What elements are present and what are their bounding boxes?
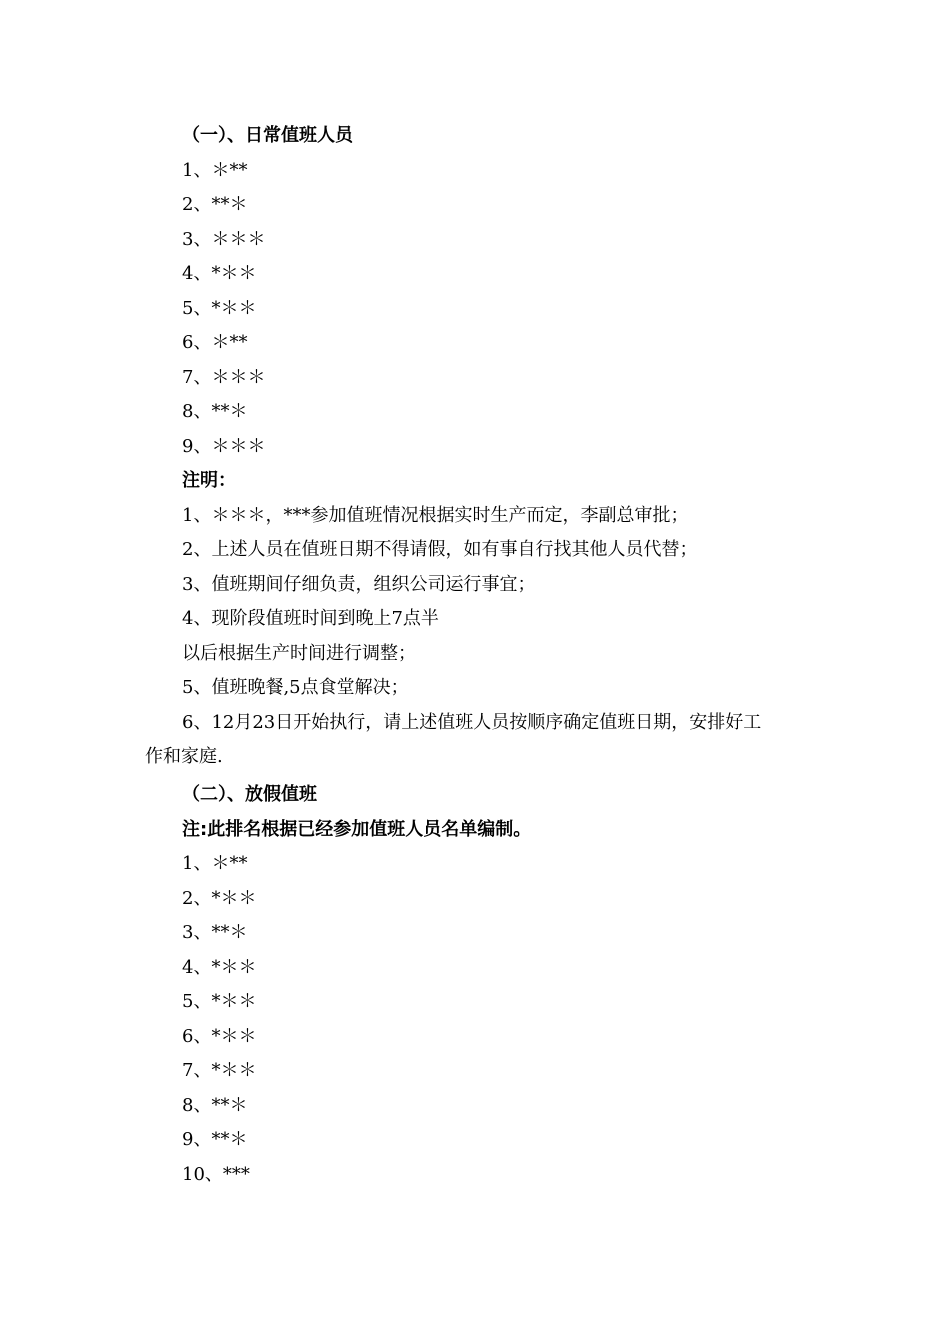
section2-item: 7、*＊＊ <box>182 1060 257 1081</box>
section1-item: 4、*＊＊ <box>182 263 257 284</box>
section2-item: 9、**＊ <box>182 1129 248 1150</box>
section2-item: 2、*＊＊ <box>182 888 257 909</box>
section2-item: 8、**＊ <box>182 1095 248 1116</box>
note-item-continuation: 作和家庭. <box>145 746 223 767</box>
note-item: 1、＊＊＊，***参加值班情况根据实时生产而定，李副总审批； <box>182 505 689 526</box>
section2-item: 3、**＊ <box>182 922 248 943</box>
section1-item: 2、**＊ <box>182 194 248 215</box>
section1-item: 3、＊＊＊ <box>182 229 266 250</box>
note-item: 2、上述人员在值班日期不得请假，如有事自行找其他人员代替； <box>182 539 698 560</box>
section2-note: 注:此排名根据已经参加值班人员名单编制。 <box>182 819 532 840</box>
section1-item: 5、*＊＊ <box>182 298 257 319</box>
note-item: 以后根据生产时间进行调整； <box>182 643 416 664</box>
notes-heading: 注明： <box>182 470 236 491</box>
note-item: 3、值班期间仔细负责，组织公司运行事宜； <box>182 574 536 595</box>
section1-heading: （一）、日常值班人员 <box>182 125 353 146</box>
note-item: 6、12月23日开始执行，请上述值班人员按顺序确定值班日期，安排好工 <box>182 712 762 733</box>
section1-item: 6、＊** <box>182 332 248 353</box>
section1-item: 8、**＊ <box>182 401 248 422</box>
section2-item: 1、＊** <box>182 853 248 874</box>
section2-item: 6、*＊＊ <box>182 1026 257 1047</box>
note-item: 5、值班晚餐,5点食堂解决； <box>182 677 409 698</box>
section2-heading: （二）、放假值班 <box>182 784 317 805</box>
section1-item: 7、＊＊＊ <box>182 367 266 388</box>
section1-item: 1、＊** <box>182 160 248 181</box>
section2-item: 4、*＊＊ <box>182 957 257 978</box>
note-item: 4、现阶段值班时间到晚上7点半 <box>182 608 439 629</box>
section2-item: 10、*** <box>182 1164 250 1185</box>
section2-item: 5、*＊＊ <box>182 991 257 1012</box>
section1-item: 9、＊＊＊ <box>182 436 266 457</box>
